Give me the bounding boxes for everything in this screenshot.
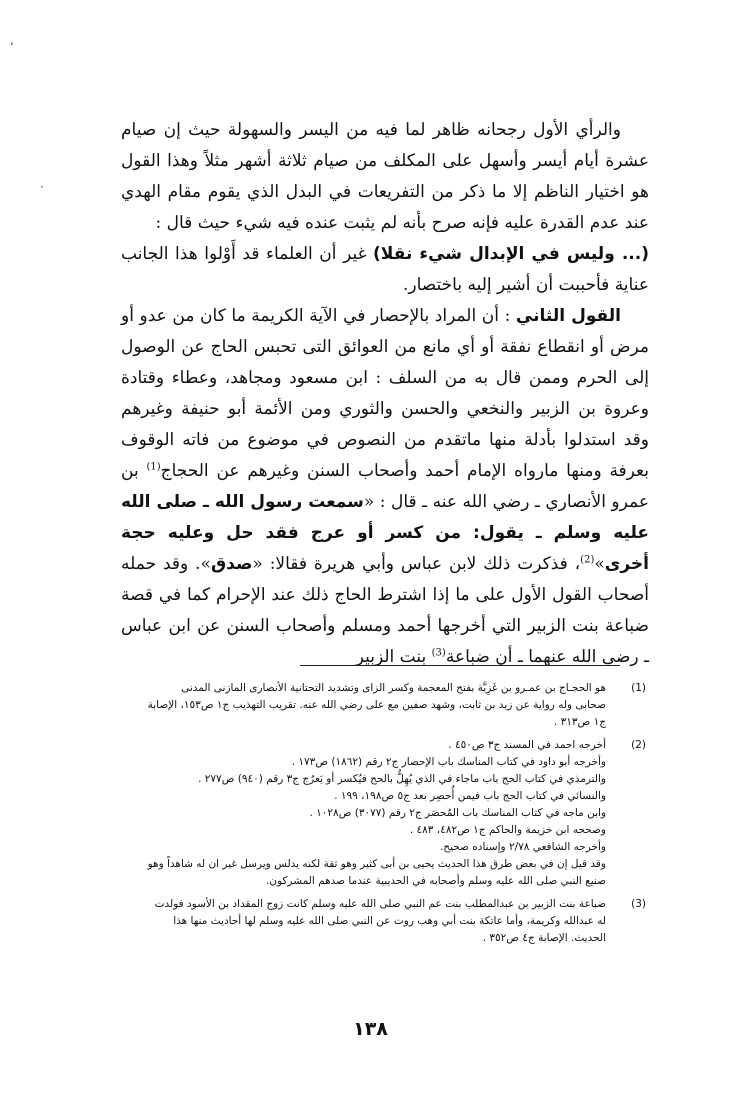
paragraph-2-text: غير أن العلماء قد أَوْلوا هذا الجانب عناية فأحببت أن أشير إليه باختصار. bbox=[121, 244, 649, 295]
footnote-1 bbox=[86, 680, 646, 731]
footnote-line: أخرجه احمد في المسند ج٣ ص٤٥٠ . bbox=[448, 739, 606, 751]
paragraph-1: والرأي الأول رجحانه ظاهر لما فيه من اليسر والسهولة حيث إن صيام عشرة أيام أيسر وأسهل على المكلف من صيام ثلاثة أشهر مثلاً وهذا القول هو اختيار الناظم إلا ما ذكر من التفريعات في البدل الذي يقوم مقام الهدي عند عدم القدرة عليه فإنه صرح بأنه لم يثبت عنده فيه شيء حيث قال : bbox=[121, 120, 649, 233]
footnote-line: صحابى وله رواية عن زيد بن ثابت، وشهد صفين مع على رضي الله عنه. تقريب التهذيب ج١ ص١٥٣، الإصابة bbox=[147, 699, 606, 711]
footnote-number: (1) bbox=[631, 682, 646, 694]
footnote-line: ضباعة بنت الزبير بن عبدالمطلب بنت عم النبي صلى الله عليه وسلم كانت زوج المقداد بن الأسود فولدت bbox=[154, 898, 606, 910]
margin-dot-mark: · bbox=[40, 180, 44, 194]
footnote-ref-2: (2) bbox=[580, 554, 595, 566]
footnote-line: وقد قيل إن في بعض طرق هذا الحديث يحيى بن أبى كثير وهو ثقة لكنه يدلس ويرسل غير ان له شاهداً وهو bbox=[147, 858, 606, 870]
footnote-3 bbox=[86, 896, 646, 947]
footnote-body bbox=[86, 896, 606, 947]
main-text bbox=[121, 115, 649, 673]
footnote-ref-3: (3) bbox=[431, 647, 446, 659]
footnote-line: الحديث. الإصابة ج٤ ص٣٥٢ . bbox=[482, 932, 606, 944]
section-heading: القول الثاني bbox=[515, 306, 622, 326]
footnote-ref-1: (1) bbox=[146, 461, 161, 473]
footnote-divider bbox=[300, 665, 620, 666]
verse-quote: (... وليس في الإبدال شيء نقلا) bbox=[373, 244, 649, 264]
footnote-line: وابن ماجه في كتاب المناسك باب المُحصَر ج٢ رقم (٣٠٧٧) ص١٠٢٨ . bbox=[309, 807, 606, 819]
paragraph-3-text-c: » bbox=[594, 554, 605, 574]
paragraph-3-text-a: : أن المراد بالإحصار في الآية الكريمة ما كان من عدو أو مرض أو انقطاع نفقة أو أي مانع من العوائق التى تحبس الحاج عن الوصول إلى الحرم وممن قال به من السلف : ابن مسعود ومجاهد، وعطاء وقتادة وعروة بن الزبير والنخعي والحسن والثوري ومن الأئمة أبو حنيفة وغيرهم وقد استدلوا بأدلة منها ماتقدم من النصوص في موضوع من فاته الوقوف بعرفة ومنها مارواه الإمام أحمد وأصحاب السنن وغيرهم عن الحجاج bbox=[121, 306, 649, 481]
footnote-number: (3) bbox=[631, 898, 646, 910]
page-number: ١٣٨ bbox=[353, 1018, 388, 1040]
paragraph-3-text-f: بنت الزبير bbox=[355, 647, 432, 667]
footnotes bbox=[86, 680, 646, 953]
footnote-line: والترمذي في كتاب الحج باب ماجاء في الذي يُهِلُّ بالحج فيُكسر أو يَعرُج ج٣ رقم (٩٤٠) ص٢٧٧ . bbox=[198, 773, 606, 785]
paragraph-3-text-d: ، فذكرت ذلك لابن عباس وأبي هريرة فقالا: « bbox=[252, 554, 581, 574]
footnote-line: ج١ ص٣١٣ . bbox=[553, 716, 606, 728]
footnote-line: هو الحجـاج بن عمـرو بن غَزِيَّة بفتح المعجمة وكسر الزاى وتشديد التحتانية الأنصارى المازنى المدنى bbox=[181, 682, 606, 694]
footnote-2 bbox=[86, 737, 646, 890]
footnote-line: له عبدالله وكريمة، وأما عاتكة بنت أبي وهب روت عن النبي صلى الله عليه وسلم لها أحاديث منها هذا bbox=[173, 915, 606, 927]
footnote-line: وأخرجه أبو داود في كتاب المناسك باب الإحصار ج٢ رقم (١٨٦٢) ص١٧٣ . bbox=[291, 756, 606, 768]
footnote-body bbox=[86, 680, 606, 731]
paragraph-2 bbox=[121, 239, 649, 301]
footnote-line: صنيع النبي صلى الله عليه وسلم وأصحابه في الحديبية عندما صدهم المشركون. bbox=[265, 875, 606, 887]
footnote-line: والنسائي في كتاب الحج باب فيمن أُحصِر بعد ج٥ ص١٩٨، ١٩٩ . bbox=[334, 790, 606, 802]
paragraph-3-text-b: بن عمرو الأنصاري ـ رضي الله عنه ـ قال : « bbox=[121, 461, 649, 512]
footnote-body bbox=[86, 737, 606, 890]
sadaq-word: صدق bbox=[210, 554, 253, 574]
footnote-line: وصححه ابن خزيمة والحاكم ج١ ص٤٨٢، ٤٨٣ . bbox=[409, 824, 606, 836]
hadith-text: سمعت رسول الله ـ صلى الله عليه وسلم ـ يقول: من كسر أو عرج فقد حل وعليه حجة أخرى bbox=[121, 492, 649, 574]
margin-tick-mark: ‘ bbox=[10, 40, 14, 54]
footnote-number: (2) bbox=[631, 739, 646, 751]
paragraph-3-text-e: ». وقد حمله أصحاب القول الأول على ما إذا اشترط الحاج ذلك عند الإحرام كما في قصة ضباعة بنت الزبير التي أخرجها أحمد ومسلم وأصحاب السنن عن ابن عباس ـ رضى الله عنهما ـ أن ضباعة bbox=[121, 554, 649, 667]
paragraph-3 bbox=[121, 301, 649, 673]
footnote-line: وأخرجه الشافعي ٢/٧٨ وإسناده صحيح. bbox=[439, 841, 606, 853]
